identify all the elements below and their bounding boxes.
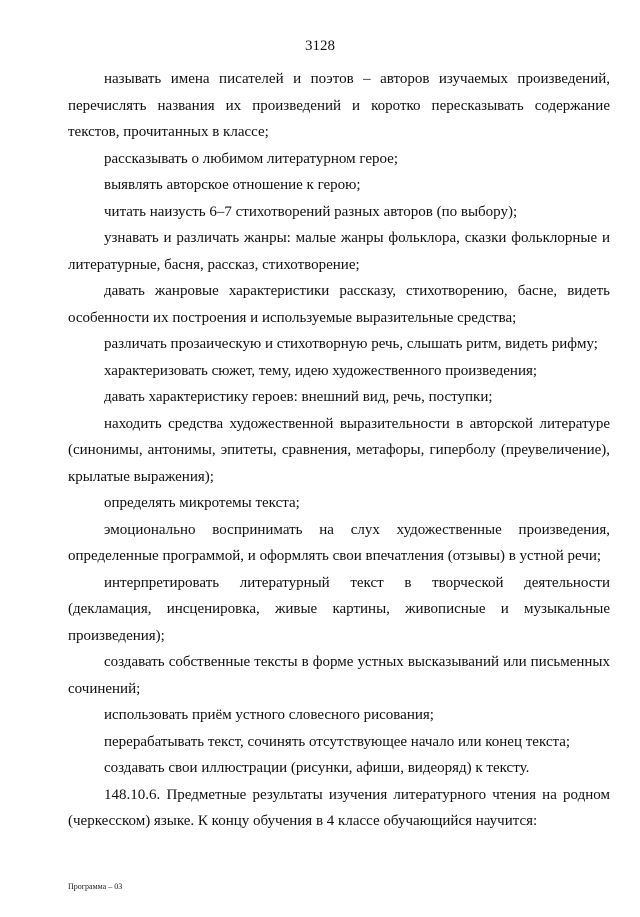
paragraph-hero-characteristics: давать характеристику героев: внешний вид, речь, поступки; [104,389,493,405]
paragraph-illustrations: создавать свои иллюстрации (рисунки, афиши, видеоряд) к тексту. [104,760,530,776]
footer-program-label: Программа – 03 [68,882,123,891]
paragraph-microthemes: определять микротемы текста; [104,495,300,511]
paragraph-perceive-by-ear: эмоционально воспринимать на слух художественные произведения, определенные программой, и оформлять свои впечатления (отзывы) в устной речи; [68,521,610,564]
paragraph-prose-verse: различать прозаическую и стихотворную речь, слышать ритм, видеть рифму; [104,336,598,352]
paragraph-recite-poems: читать наизусть 6–7 стихотворений разных авторов (по выбору); [104,203,518,220]
paragraph-create-texts: создавать собственные тексты в форме устных высказываний или письменных сочинений; [68,654,610,697]
paragraph-expressive-means: находить средства художественной выразительности в авторской литературе (синонимы, антонимы, эпитеты, сравнения, метафоры, гиперболу (преувеличение), крылатые выражения); [68,415,610,485]
paragraph-genres: узнавать и различать жанры: малые жанры фольклора, сказки фольклорные и литературные, басня, рассказ, стихотворение; [68,230,610,273]
paragraph-author-attitude: выявлять авторское отношение к герою; [104,177,361,193]
paragraph-section-148-10-6: 148.10.6. Предметные результаты изучения литературного чтения на родном (черкесском) языке. К концу обучения в 4 классе обучающийся научится: [68,786,610,829]
paragraph-rework-text: перерабатывать текст, сочинять отсутствующее начало или конец текста; [104,733,571,750]
paragraph-genre-characteristics: давать жанровые характеристики рассказу, стихотворению, басне, видеть особенности их построения и используемые выразительные средства; [68,283,610,326]
paragraph-interpret-text: интерпретировать литературный текст в творческой деятельности (декламация, инсценировка, живые картины, живописные и музыкальные произведения); [68,574,610,644]
page-number: 3128 [305,38,335,54]
paragraph-verbal-drawing: использовать приём устного словесного рисования; [104,707,434,723]
document-body [68,66,610,835]
paragraph-authors: называть имена писателей и поэтов – авторов изучаемых произведений, перечислять названия их произведений и коротко пересказывать содержание текстов, прочитанных в классе; [68,71,610,140]
paragraph-plot-theme: характеризовать сюжет, тему, идею художественного произведения; [104,362,538,379]
paragraph-favorite-hero: рассказывать о любимом литературном герое; [104,150,399,167]
